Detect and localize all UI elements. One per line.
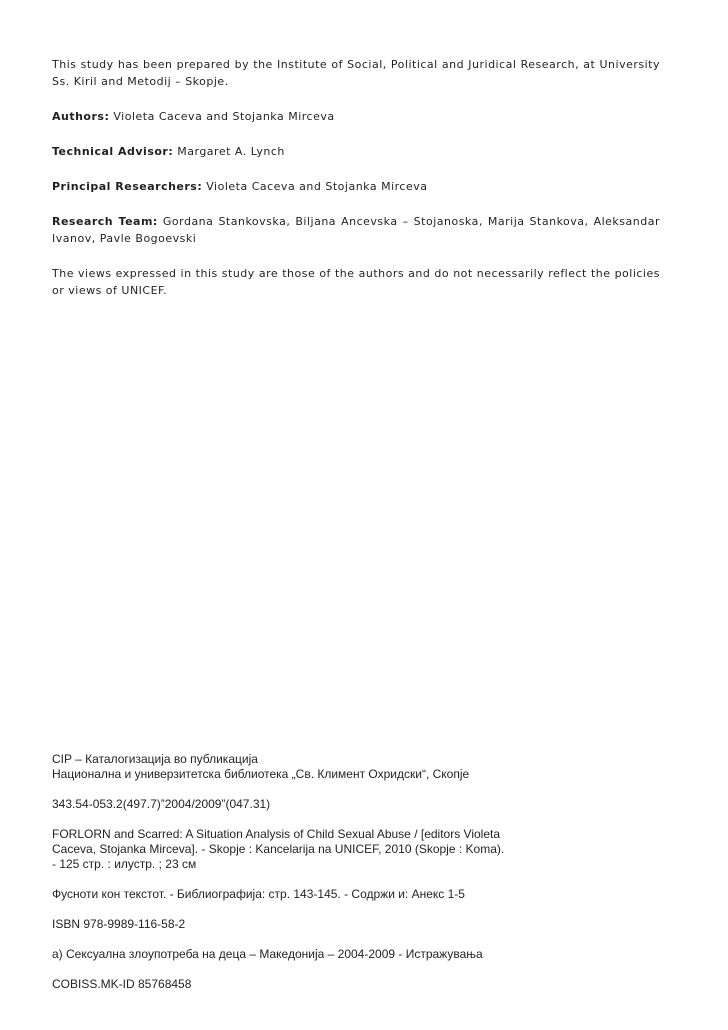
entry-line-1: FORLORN and Scarred: A Situation Analysis of Child Sexual Abuse / [editors Violeta <box>52 827 501 841</box>
library-name: Национална и универзитетска библиотека „Св. Климент Охридски“, Скопје <box>52 767 470 781</box>
intro-paragraph: This study has been prepared by the Institute of Social, Political and Juridical Research, at University Ss. Kiril and Metodij – Skopje. <box>52 58 660 88</box>
entry-line-3: - 125 стр. : илустр. ; 23 см <box>52 857 197 871</box>
research-team-label: Research Team: <box>52 215 158 228</box>
principal-researchers-value: Violeta Caceva and Stojanka Mirceva <box>206 180 428 193</box>
cip-header <box>52 752 672 782</box>
subject-line: а) Сексуална злоупотреба на деца – Македонија – 2004-2009 - Истражувања <box>52 947 483 961</box>
entry-line-2: Caceva, Stojanka Mirceva]. - Skopje : Kancelarija na UNICEF, 2010 (Skopje : Koma). <box>52 842 505 856</box>
cobiss-line: COBISS.MK-ID 85768458 <box>52 977 192 991</box>
udc-code: 343.54-053.2(497.7)”2004/2009”(047.31) <box>52 797 271 811</box>
research-team-line <box>52 213 660 247</box>
bibliographic-entry <box>52 827 672 872</box>
notes-line: Фусноти кон текстот. - Библиографија: стр. 143-145. - Содржи и: Анекс 1-5 <box>52 887 465 901</box>
research-team-value: Gordana Stankovska, Biljana Ancevska – Stojanoska, Marija Stankova, Aleksandar Ivanov, Pavle Bogoevski <box>52 215 660 245</box>
technical-advisor-label: Technical Advisor: <box>52 145 174 158</box>
credits-section <box>52 56 660 317</box>
authors-label: Authors: <box>52 110 110 123</box>
cip-heading: CIP – Каталогизација во публикација <box>52 752 258 766</box>
technical-advisor-value: Margaret A. Lynch <box>177 145 285 158</box>
disclaimer-paragraph: The views expressed in this study are those of the authors and do not necessarily reflect the policies or views of UNICEF. <box>52 267 660 297</box>
authors-line <box>52 108 660 125</box>
principal-researchers-line <box>52 178 660 195</box>
cip-record <box>52 752 672 1007</box>
technical-advisor-line <box>52 143 660 160</box>
isbn-line: ISBN 978-9989-116-58-2 <box>52 917 186 931</box>
principal-researchers-label: Principal Researchers: <box>52 180 203 193</box>
authors-value: Violeta Caceva and Stojanka Mirceva <box>113 110 335 123</box>
